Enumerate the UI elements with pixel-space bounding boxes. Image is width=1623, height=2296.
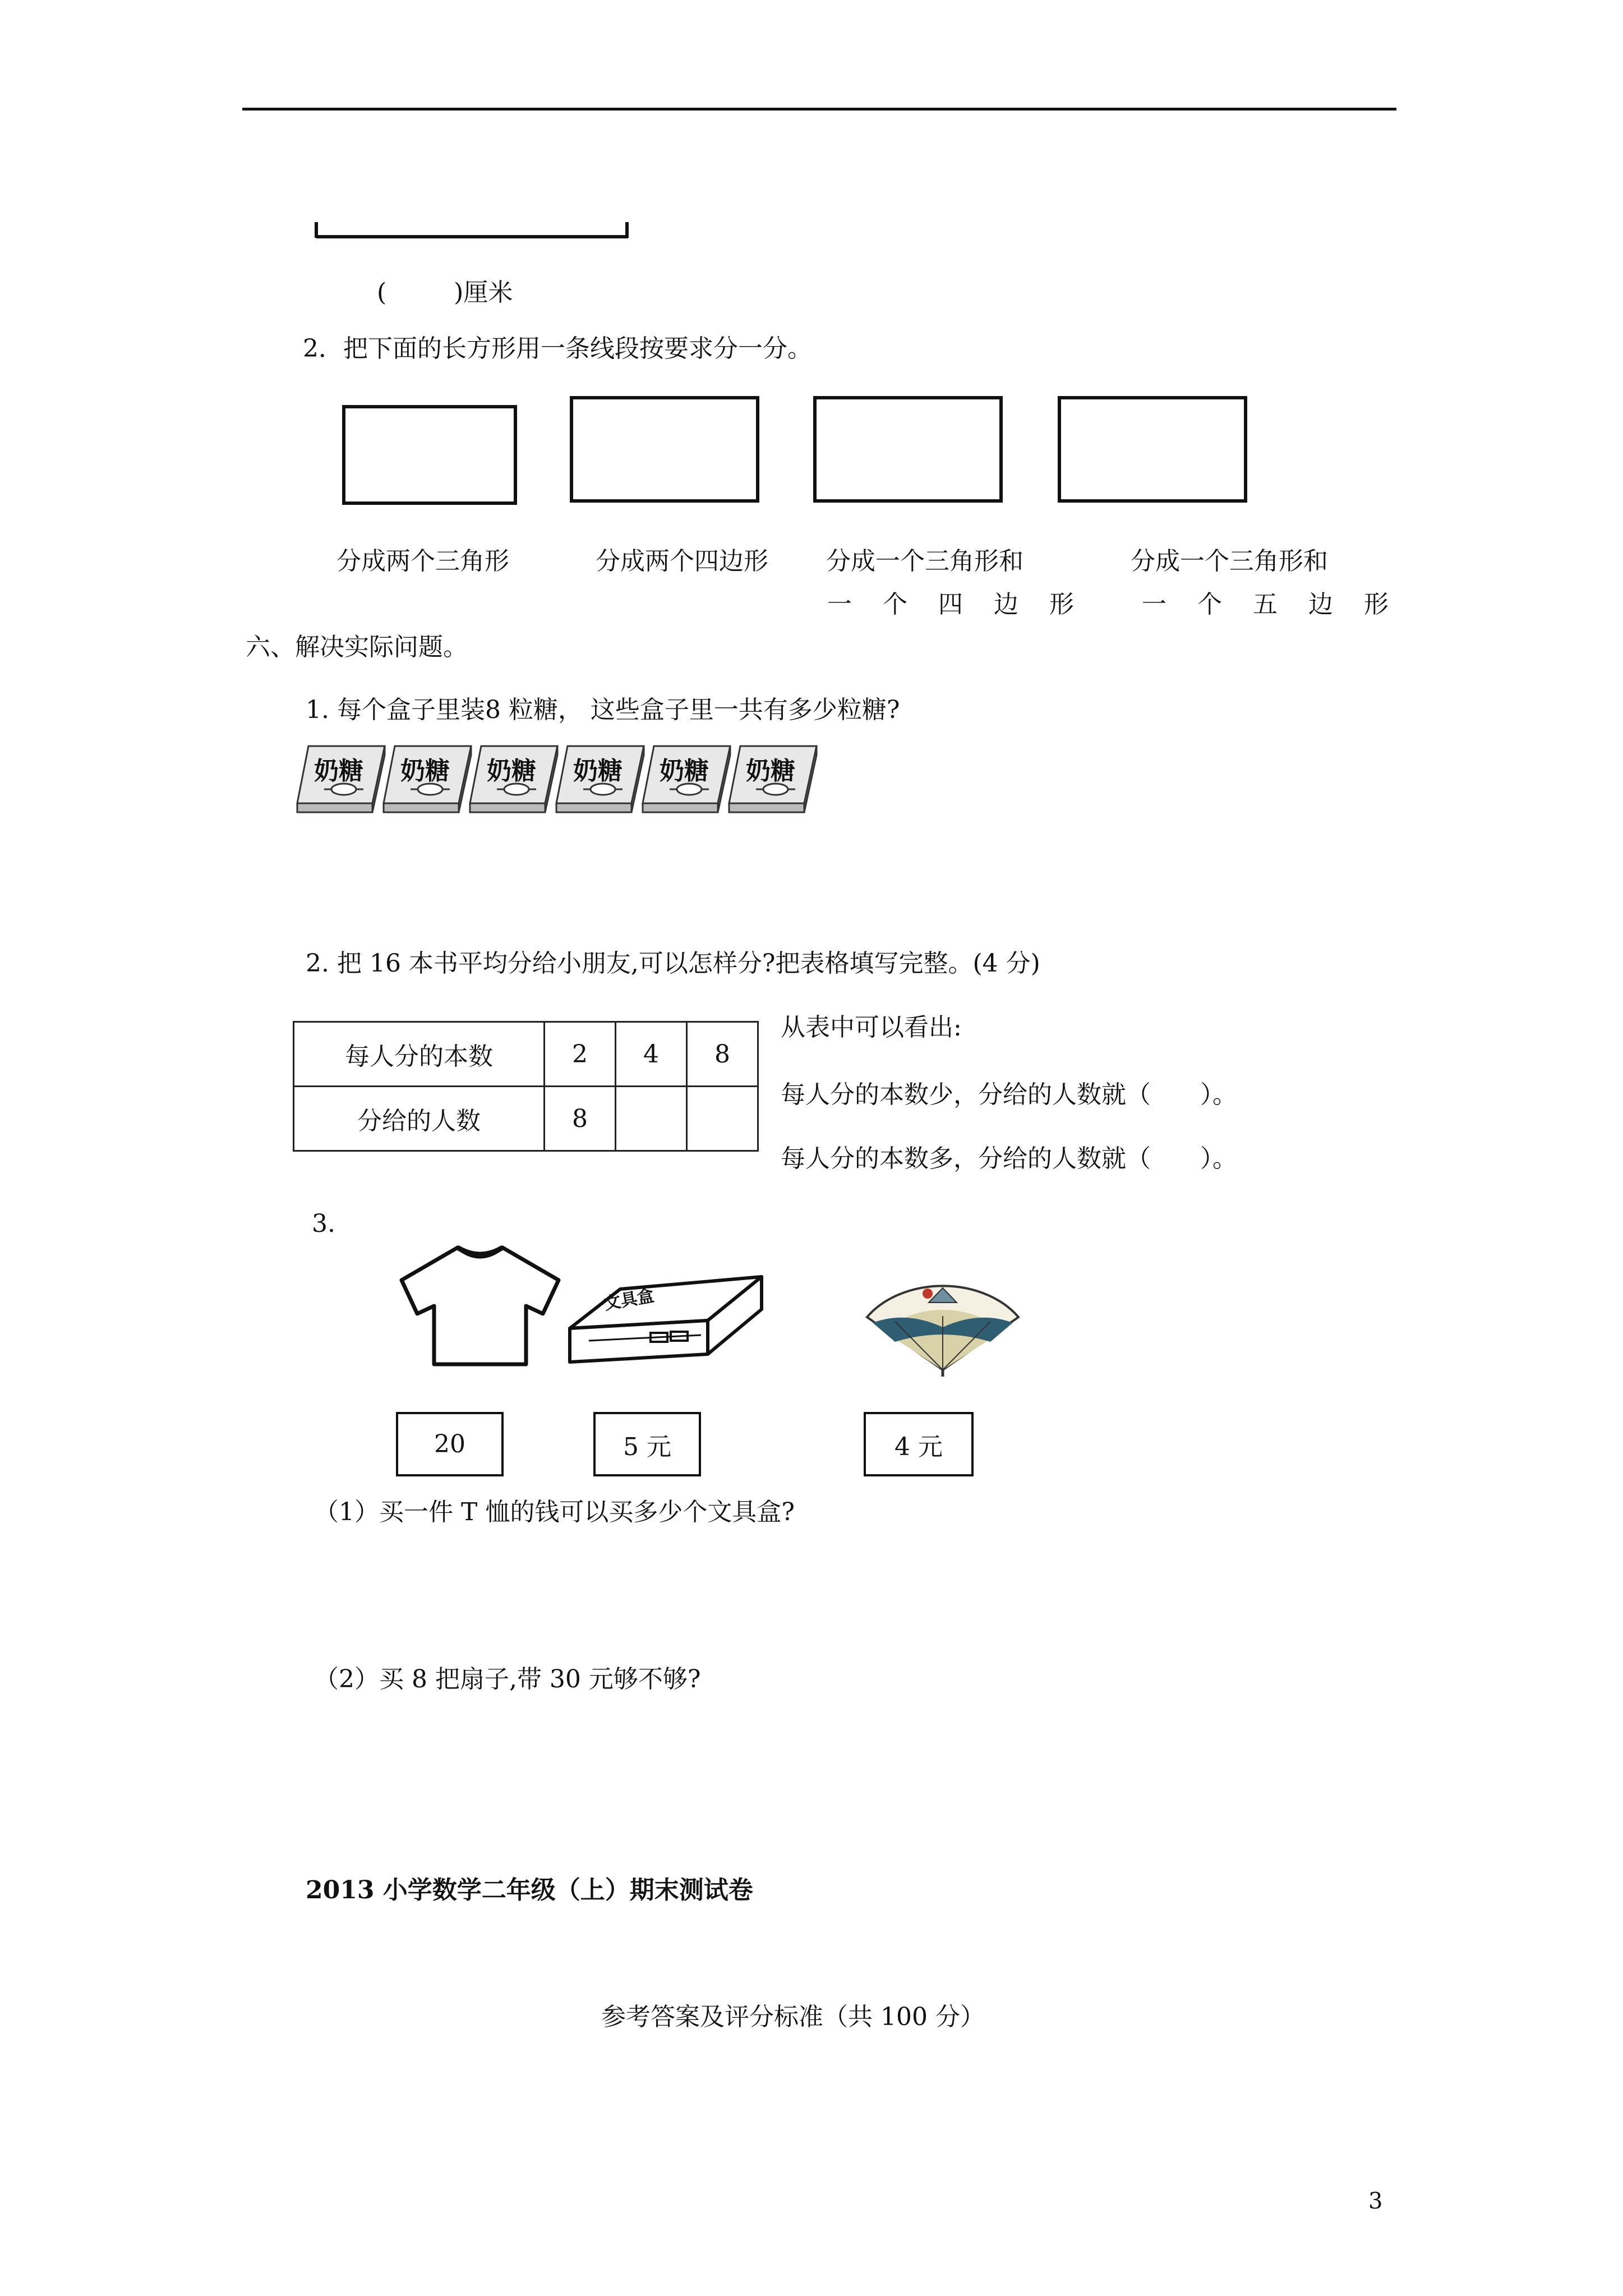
q5-2-prompt: 2．把下面的长方形用一条线段按要求分一分。: [303, 334, 812, 363]
candy-box: [555, 742, 645, 817]
candy-box-label: 奶糖: [487, 757, 536, 785]
segment-answer: [377, 278, 513, 308]
price-box-fan: 4 元: [864, 1412, 974, 1476]
rectangle-2: [570, 396, 759, 503]
rect-label-3: 分成一个三角形和: [826, 547, 1023, 576]
books-table: [293, 1021, 759, 1152]
exam-title: 2013 小学数学二年级（上）期末测试卷: [306, 1876, 753, 1904]
fan-icon: [861, 1277, 1024, 1378]
rect-label-4-line2: 一 个 五 边 形: [1142, 590, 1389, 619]
candy-box-label: 奶糖: [746, 757, 795, 785]
rectangle-1: [342, 405, 517, 505]
answer-unit: )厘米: [454, 278, 513, 307]
rect-label-3-line2: 一 个 四 边 形: [827, 590, 1074, 619]
table-cell: 每人分的本数: [294, 1022, 545, 1087]
q6-1-prompt: 1. 每个盒子里装8 粒糖， 这些盒子里一共有多少粒糖?: [306, 696, 900, 724]
candy-box-label: 奶糖: [660, 757, 709, 785]
table-cell: 8: [687, 1022, 758, 1087]
tshirt-icon: [396, 1244, 564, 1369]
candy-box: [728, 742, 818, 817]
answer-key-title: 参考答案及评分标准（共 100 分）: [601, 2003, 985, 2031]
candy-box: [382, 742, 472, 817]
rect-label-4: 分成一个三角形和: [1131, 547, 1328, 576]
candy-box-label: 奶糖: [314, 757, 363, 785]
answer-open-paren: (: [377, 278, 387, 307]
candy-box-label: 奶糖: [400, 757, 450, 785]
q6-3-sub2: （2）买 8 把扇子,带 30 元够不够?: [314, 1665, 701, 1694]
rect-label-1: 分成两个三角形: [336, 547, 509, 576]
candy-box: [642, 742, 731, 817]
candy-box-row: [296, 742, 851, 817]
table-note-3: 每人分的本数多，分给的人数就（ ）。: [781, 1144, 1237, 1173]
table-cell: 分给的人数: [294, 1087, 545, 1151]
table-row: [294, 1022, 758, 1087]
rect-label-2: 分成两个四边形: [596, 547, 768, 576]
candy-box-label: 奶糖: [573, 757, 623, 785]
candy-box: [469, 742, 559, 817]
rectangle-3: [813, 396, 1003, 503]
page-number: 3: [1368, 2188, 1383, 2214]
table-cell: 4: [616, 1022, 687, 1087]
table-cell: 8: [545, 1087, 616, 1151]
table-cell: 2: [545, 1022, 616, 1087]
table-row: [294, 1087, 758, 1151]
header-rule: [242, 108, 1396, 111]
measure-segment: [314, 219, 639, 247]
table-note-2: 每人分的本数少，分给的人数就（ ）。: [781, 1080, 1237, 1109]
q6-2-prompt: 2. 把 16 本书平均分给小朋友,可以怎样分?把表格填写完整。(4 分): [306, 949, 1040, 978]
pencil-box-label: 文具盒: [602, 1286, 656, 1314]
pencil-box-icon: [566, 1267, 768, 1368]
candy-box: [296, 742, 386, 817]
q6-3-sub1: （1）买一件 T 恤的钱可以买多少个文具盒?: [314, 1498, 795, 1526]
table-cell: [687, 1087, 758, 1151]
price-box-pencil-box: 5 元: [593, 1412, 701, 1476]
price-box-tshirt: 20: [396, 1412, 504, 1476]
rectangle-4: [1058, 396, 1247, 503]
q6-3-number: 3.: [312, 1209, 335, 1238]
section-6-heading: 六、解决实际问题。: [246, 633, 468, 661]
table-cell: [616, 1087, 687, 1151]
table-note-1: 从表中可以看出:: [781, 1013, 962, 1042]
